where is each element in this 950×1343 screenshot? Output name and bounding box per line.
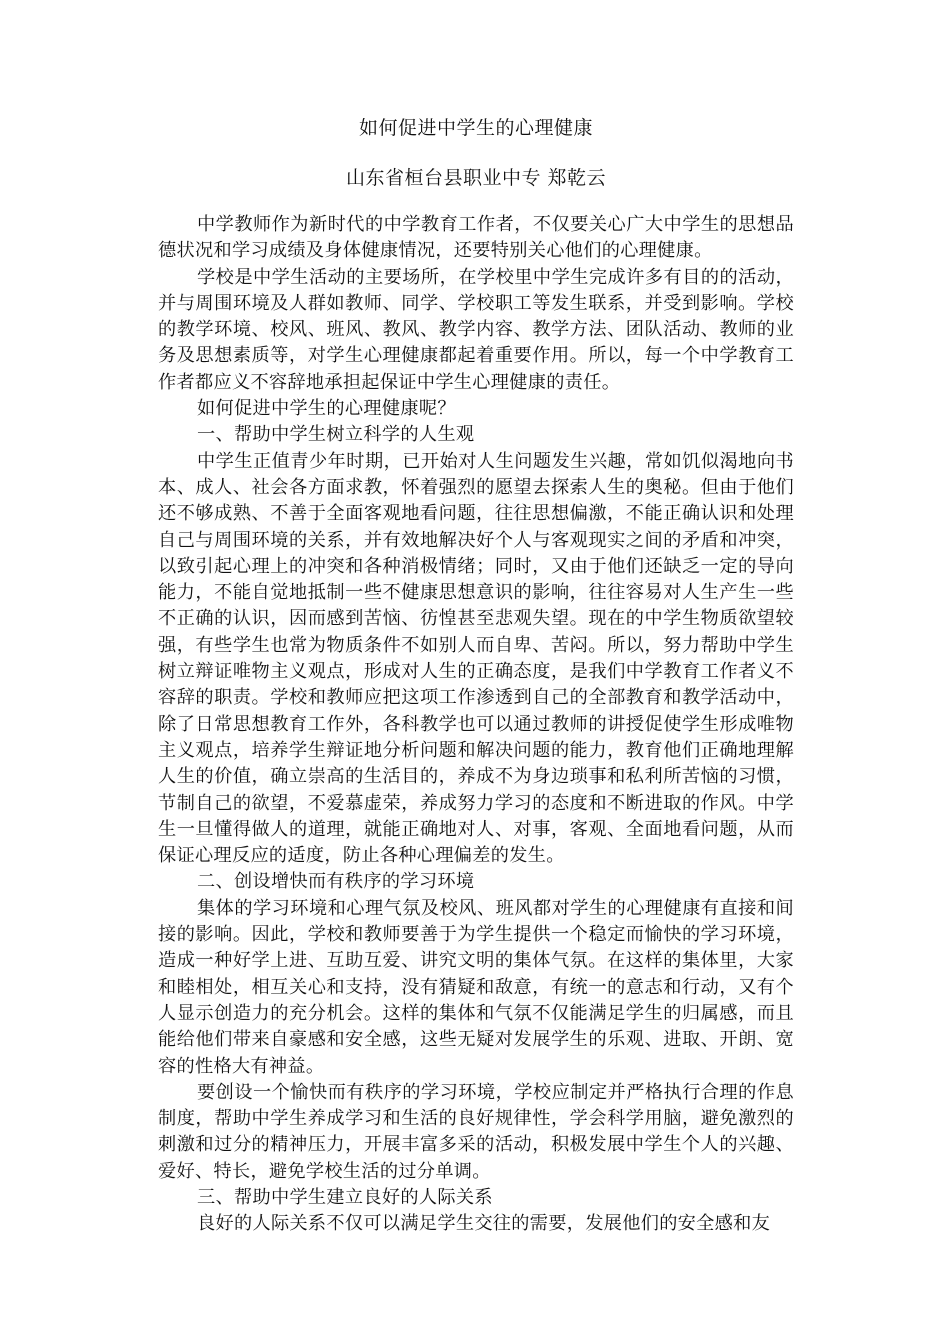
document-author: 山东省桓台县职业中专 郑乾云 [345, 167, 607, 189]
paragraph-section-3: 良好的人际关系不仅可以满足学生交往的需要，发展他们的安全感和友 [197, 1213, 771, 1235]
paragraph-school: 学校是中学生活动的主要场所，在学校里中学生完成许多有目的的活动，并与周围环境及人群如教师、同学、学校职工等发生联系，并受到影响。学校的教学环境、校风、班风、教风、教学内容、教学方法、团队活动、教师的业务及思想素质等，对学生心理健康都起着重要作用。所以，每一个中学教育工作者都应义不容辞地承担起保证中学生心理健康的责任。 [158, 266, 794, 393]
document-title: 如何促进中学生的心理健康 [358, 117, 593, 139]
section-heading-2: 二、创设增快而有秩序的学习环境 [197, 871, 475, 893]
document-body [158, 212, 794, 1238]
paragraph-section-1: 中学生正值青少年时期，已开始对人生问题发生兴趣，常如饥似渴地向书本、成人、社会各方面求教，怀着强烈的愿望去探索人生的奥秘。但由于他们还不够成熟、不善于全面客观地看问题，往往思想偏激，不能正确认识和处理自己与周围环境的关系，并有效地解决好个人与客观现实之间的矛盾和冲突，以致引起心理上的冲突和各种消极情绪；同时，又由于他们还缺乏一定的导向能力，不能自觉地抵制一些不健康思想意识的影响，往往容易对人生产生一些不正确的认识，因而感到苦恼、彷惶甚至悲观失望。现在的中学生物质欲望较强，有些学生也常为物质条件不如别人而自卑、苦闷。所以，努力帮助中学生树立辩证唯物主义观点，形成对人生的正确态度，是我们中学教育工作者义不容辞的职责。学校和教师应把这项工作渗透到自己的全部教育和教学活动中，除了日常思想教育工作外，各科教学也可以通过教师的讲授促使学生形成唯物主义观点，培养学生辩证地分析问题和解决问题的能力，教育他们正确地理解人生的价值，确立崇高的生活目的，养成不为身边琐事和私利所苦恼的习惯，节制自己的欲望，不爱慕虚荣，养成努力学习的态度和不断进取的作风。中学生一旦懂得做人的道理，就能正确地对人、对事，客观、全面地看问题，从而保证心理反应的适度，防止各种心理偏差的发生。 [158, 450, 794, 867]
paragraph-section-2a: 集体的学习环境和心理气氛及校风、班风都对学生的心理健康有直接和间接的影响。因此，学校和教师要善于为学生提供一个稳定而愉快的学习环境，造成一种好学上进、互助互爱、讲究文明的集体气氛。在这样的集体里，大家和睦相处，相互关心和支持，没有猜疑和敌意，有统一的意志和行动，又有个人显示创造力的充分机会。这样的集体和气氛不仅能满足学生的归属感，而且能给他们带来自豪感和安全感，这些无疑对发展学生的乐观、进取、开朗、宽容的性格大有神益。 [158, 897, 794, 1077]
paragraph-question: 如何促进中学生的心理健康呢？ [197, 398, 456, 420]
section-heading-1: 一、帮助中学生树立科学的人生观 [197, 424, 475, 446]
paragraph-section-2b: 要创设一个愉快而有秩序的学习环境，学校应制定并严格执行合理的作息制度，帮助中学生养成学习和生活的良好规律性，学会科学用脑，避免激烈的刺激和过分的精神压力，开展丰富多采的活动，积极发展中学生个人的兴趣、爱好、特长，避免学校生活的过分单调。 [158, 1081, 794, 1182]
section-heading-3: 三、帮助中学生建立良好的人际关系 [197, 1186, 493, 1208]
paragraph-intro: 中学教师作为新时代的中学教育工作者，不仅要关心广大中学生的思想品德状况和学习成绩及身体健康情况，还要特别关心他们的心理健康。 [158, 214, 794, 262]
document-page [158, 108, 794, 1238]
